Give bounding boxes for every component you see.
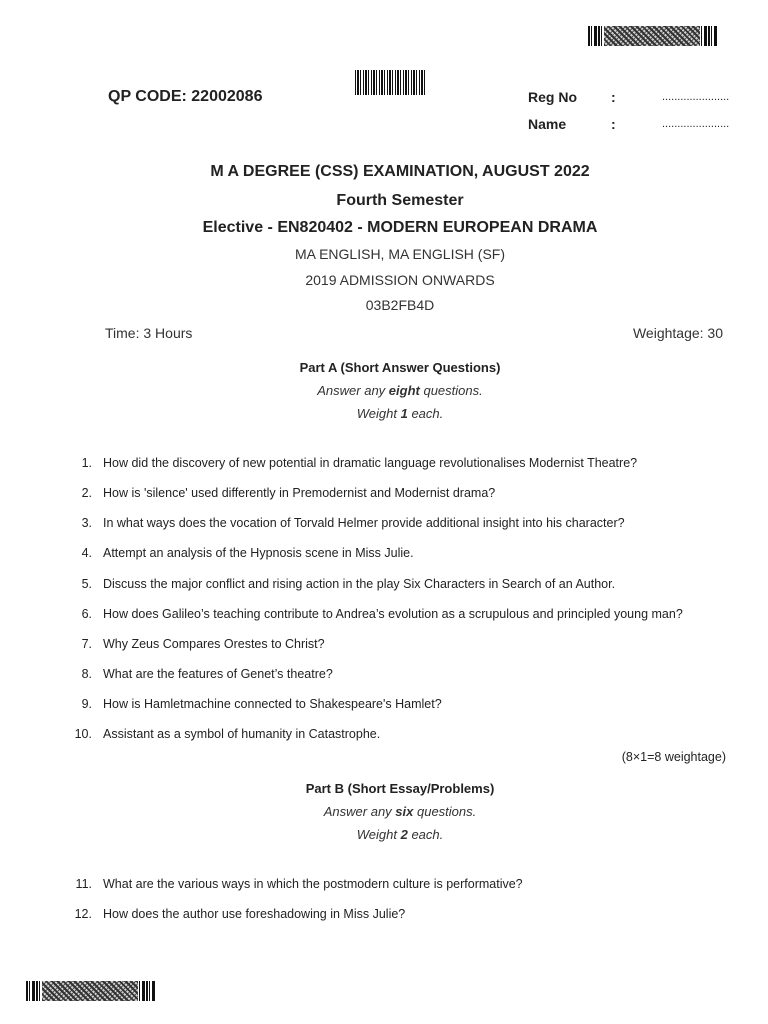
part-a-weight [0, 406, 768, 421]
question-text: Attempt an analysis of the Hypnosis scene in Miss Julie. [103, 546, 414, 560]
question-text: How does the author use foreshadowing in Miss Julie? [103, 907, 406, 921]
question-text: Why Zeus Compares Orestes to Christ? [103, 637, 325, 651]
instr-text: Answer any [323, 804, 396, 819]
programme-line: MA ENGLISH, MA ENGLISH (SF) [294, 246, 506, 262]
part-a-weight-note: (8×1=8 weightage) [621, 750, 726, 764]
reg-no-colon: : [611, 89, 616, 105]
barcode-pattern [604, 26, 700, 46]
admission-line: 2019 ADMISSION ONWARDS [305, 272, 495, 288]
semester-title: Fourth Semester [336, 192, 464, 209]
instr-count: eight [388, 383, 420, 398]
barcode-bottom [26, 981, 156, 1001]
question-text: How is Hamletmachine connected to Shakespeare's Hamlet? [103, 697, 442, 711]
weight-text: each. [407, 827, 444, 842]
question-number: 11. [75, 877, 92, 891]
part-b-title: Part B (Short Essay/Problems) [305, 781, 495, 796]
question-number: 9. [81, 697, 92, 711]
question-number: 6. [81, 607, 92, 621]
question-number: 3. [81, 516, 92, 530]
question-number: 10. [74, 727, 92, 741]
time-allowed: Time: 3 Hours [105, 325, 193, 341]
course-title: Elective - EN820402 - MODERN EUROPEAN DRAMA [202, 219, 598, 236]
barcode-pattern [42, 981, 138, 1001]
question-text: Discuss the major conflict and rising action in the play Six Characters in Search of an Author. [103, 577, 616, 591]
exam-title: M A DEGREE (CSS) EXAMINATION, AUGUST 2022 [210, 163, 590, 180]
question-text: What are the features of Genet’s theatre? [103, 667, 333, 681]
question-number: 5. [81, 577, 92, 591]
weight-value: 2 [400, 827, 408, 842]
question-text: How did the discovery of new potential in dramatic language revolutionalises Modernist Theatre? [103, 456, 638, 470]
instr-text: questions. [413, 804, 477, 819]
question-number: 7. [81, 637, 92, 651]
part-a-title: Part A (Short Answer Questions) [299, 360, 501, 375]
part-b-instruction [0, 804, 768, 819]
weight-text: Weight [356, 406, 401, 421]
question-text: What are the various ways in which the postmodern culture is performative? [103, 877, 523, 891]
weight-text: each. [407, 406, 444, 421]
question-text: Assistant as a symbol of humanity in Catastrophe. [103, 727, 381, 741]
name-colon: : [611, 116, 616, 132]
question-text: In what ways does the vocation of Torvald Helmer provide additional insight into his character? [103, 516, 625, 530]
reg-no-label: Reg No [528, 89, 577, 105]
part-b-weight [0, 827, 768, 842]
part-a-instruction [0, 383, 768, 398]
total-weightage: Weightage: 30 [632, 325, 723, 341]
question-number: 8. [81, 667, 92, 681]
question-number: 2. [81, 486, 92, 500]
paper-code: 03B2FB4D [365, 297, 435, 313]
instr-text: questions. [419, 383, 483, 398]
name-label: Name [528, 116, 567, 132]
instr-text: Answer any [317, 383, 389, 398]
barcode-center [355, 70, 427, 95]
weight-text: Weight [356, 827, 401, 842]
question-number: 1. [81, 456, 92, 470]
weight-value: 1 [400, 406, 408, 421]
barcode-top [588, 26, 718, 46]
question-number: 4. [81, 546, 92, 560]
question-text: How does Galileo’s teaching contribute to Andrea’s evolution as a scrupulous and principled young man? [103, 607, 683, 621]
question-number: 12. [74, 907, 92, 921]
instr-count: six [395, 804, 414, 819]
reg-no-blank: ...................... [662, 91, 730, 103]
question-text: How is 'silence' used differently in Premodernist and Modernist drama? [103, 486, 496, 500]
name-blank: ...................... [662, 118, 730, 130]
qp-code: QP CODE: 22002086 [108, 88, 263, 105]
